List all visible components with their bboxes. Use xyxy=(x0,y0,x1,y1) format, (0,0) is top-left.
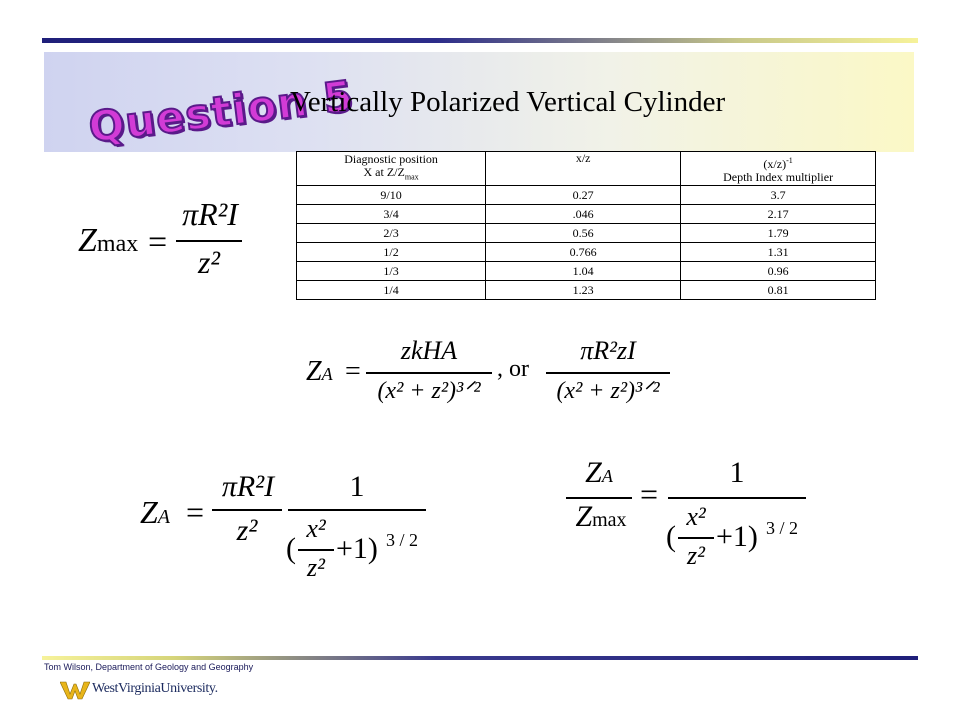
header-depth-index: Depth Index multiplier xyxy=(723,169,834,184)
table-row xyxy=(297,205,876,224)
table-cell: 1.04 xyxy=(486,262,681,281)
inner-exponent: 3 / 2 xyxy=(386,530,419,550)
inner-tail: +1) xyxy=(716,520,758,553)
table-row xyxy=(297,281,876,300)
header-xz: x/z xyxy=(575,151,591,165)
footer-rule xyxy=(42,656,918,660)
table-header-cell xyxy=(297,152,486,186)
za-general-den1: (x² + z²)³ᐟ² xyxy=(377,378,481,404)
fraction-bar xyxy=(668,497,806,499)
inner-den: z² xyxy=(687,541,705,570)
table-cell: 1/3 xyxy=(297,262,486,281)
za-expanded-lhs: ZA xyxy=(140,494,171,530)
table-cell: 2.17 xyxy=(681,205,876,224)
fraction-bar xyxy=(176,240,242,242)
fraction-bar xyxy=(288,509,426,511)
za-general-num2: πR²zI xyxy=(580,336,636,365)
wvu-logo-icon xyxy=(60,680,90,700)
za-general-num1: zkHA xyxy=(400,336,458,365)
table-row xyxy=(297,224,876,243)
fraction-bar xyxy=(212,509,282,511)
ratio-numerator: ZA xyxy=(585,456,613,489)
footer-credit: Tom Wilson, Department of Geology and Geography xyxy=(44,662,254,672)
table-cell: 2/3 xyxy=(297,224,486,243)
fraction-bar xyxy=(678,537,714,539)
fraction-bar xyxy=(566,497,632,499)
or-connector: , or xyxy=(497,356,529,382)
table-cell: 1.23 xyxy=(486,281,681,300)
diagnostic-table xyxy=(296,151,876,300)
table-cell: 1.31 xyxy=(681,243,876,262)
equals-sign: = xyxy=(148,224,168,261)
table-cell: 1/2 xyxy=(297,243,486,262)
table-cell: 1/4 xyxy=(297,281,486,300)
fraction-bar xyxy=(366,372,492,374)
ratio-rhs-num: 1 xyxy=(729,456,745,489)
equals-sign: = xyxy=(186,494,205,530)
za-expanded-den1: z² xyxy=(236,514,258,547)
header-position-line2: X at Z/Z xyxy=(363,165,405,180)
table-cell: 0.27 xyxy=(486,186,681,205)
table-cell: 9/10 xyxy=(297,186,486,205)
open-paren: ( xyxy=(666,520,676,553)
header-inverse-sup: -1 xyxy=(786,155,793,165)
za-general-den2: (x² + z²)³ᐟ² xyxy=(556,378,660,404)
zmax-numerator: πR²I xyxy=(182,196,238,232)
equals-sign: = xyxy=(345,356,361,387)
table-cell: 0.766 xyxy=(486,243,681,262)
header-position-line1: Diagnostic position xyxy=(344,152,438,167)
table-header-row xyxy=(297,152,876,186)
za-expanded-num1: πR²I xyxy=(221,470,275,503)
table-header-cell xyxy=(486,152,681,186)
equals-sign: = xyxy=(640,476,659,512)
table-header-cell xyxy=(681,152,876,186)
slide-title: Vertically Polarized Vertical Cylinder xyxy=(290,86,726,118)
header-inverse-base: (x/z) xyxy=(763,156,787,171)
table-cell: 0.96 xyxy=(681,262,876,281)
header-position-sub: max xyxy=(404,172,419,182)
inner-tail: +1) xyxy=(336,532,378,565)
inner-num: x² xyxy=(306,514,326,543)
zmax-lhs: Zmax xyxy=(78,222,139,259)
inner-exponent: 3 / 2 xyxy=(766,518,799,538)
table-row xyxy=(297,243,876,262)
table-cell: 3.7 xyxy=(681,186,876,205)
table-cell: .046 xyxy=(486,205,681,224)
fraction-bar xyxy=(546,372,670,374)
zmax-denominator: z² xyxy=(197,244,221,280)
question-badge: Question 5 xyxy=(86,70,357,152)
za-general-lhs: ZA xyxy=(306,356,333,387)
wvu-logo-text: WestVirginiaUniversity. xyxy=(92,681,218,696)
za-expanded-num2: 1 xyxy=(349,470,365,503)
table-cell: 3/4 xyxy=(297,205,486,224)
table-cell: 1.79 xyxy=(681,224,876,243)
table-cell: 0.81 xyxy=(681,281,876,300)
top-rule xyxy=(42,38,918,43)
table-cell: 0.56 xyxy=(486,224,681,243)
open-paren: ( xyxy=(286,532,296,565)
ratio-denominator: Zmax xyxy=(575,500,627,533)
fraction-bar xyxy=(298,549,334,551)
table-row xyxy=(297,186,876,205)
inner-den: z² xyxy=(307,553,325,582)
table-row xyxy=(297,262,876,281)
inner-num: x² xyxy=(686,502,706,531)
